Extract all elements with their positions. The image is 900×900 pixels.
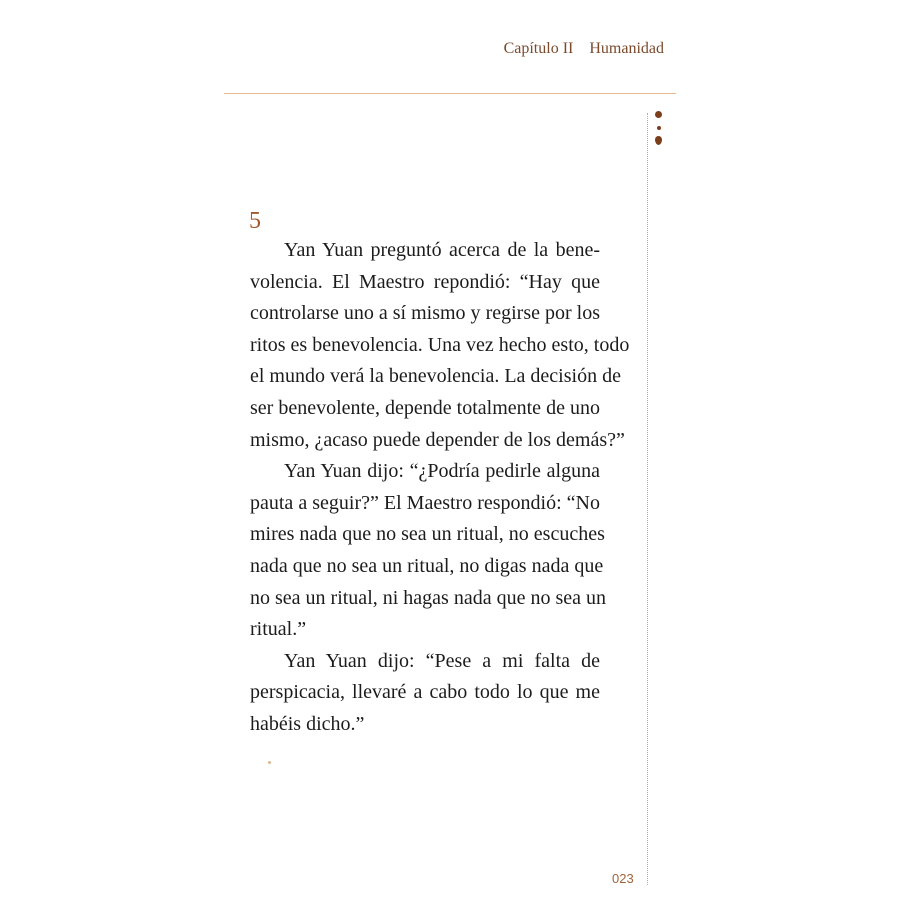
text-line: ser benevolente, depende totalmente de uno [250, 396, 600, 419]
text-line: pauta a seguir?” El Maestro respondió: “No [250, 491, 600, 514]
text-line: mismo, ¿acaso puede depender de los demás?” [250, 428, 625, 451]
text-line: habéis dicho.” [250, 712, 365, 735]
margin-dotted-line [647, 113, 648, 885]
ornament-dot-small [657, 126, 661, 130]
running-head [440, 40, 664, 58]
header-rule [224, 93, 676, 94]
text-line: nada que no sea un ritual, no digas nada que [250, 554, 604, 577]
body-text [250, 235, 630, 741]
text-line: no sea un ritual, ni hagas nada que no sea un [250, 586, 607, 609]
chapter-label: Capítulo II [503, 40, 574, 57]
text-line: ritos es benevolencia. Una vez hecho esto, todo [250, 333, 630, 356]
ornament-drop [655, 136, 662, 145]
ink-speck [268, 761, 271, 764]
section-title: Humanidad [589, 40, 664, 57]
text-line: controlarse uno a sí mismo y regirse por los [250, 302, 600, 325]
text-line: el mundo verá la benevolencia. La decisión de [250, 365, 621, 388]
ornament-dot-large [655, 111, 662, 118]
section-number: 5 [249, 208, 261, 234]
text-line: mires nada que no sea un ritual, no escuches [250, 523, 605, 546]
page-number: 023 [612, 871, 634, 886]
text-line: ritual.” [250, 618, 307, 641]
text-line: volencia. El Maestro repondió: “Hay que [250, 270, 600, 293]
text-line: Yan Yuan dijo: “¿Podría pedirle alguna [284, 460, 600, 483]
text-line: perspicacia, llevaré a cabo todo lo que me [250, 681, 600, 704]
text-line: Yan Yuan preguntó acerca de la bene- [284, 239, 600, 261]
text-line: Yan Yuan dijo: “Pese a mi falta de [284, 649, 600, 672]
